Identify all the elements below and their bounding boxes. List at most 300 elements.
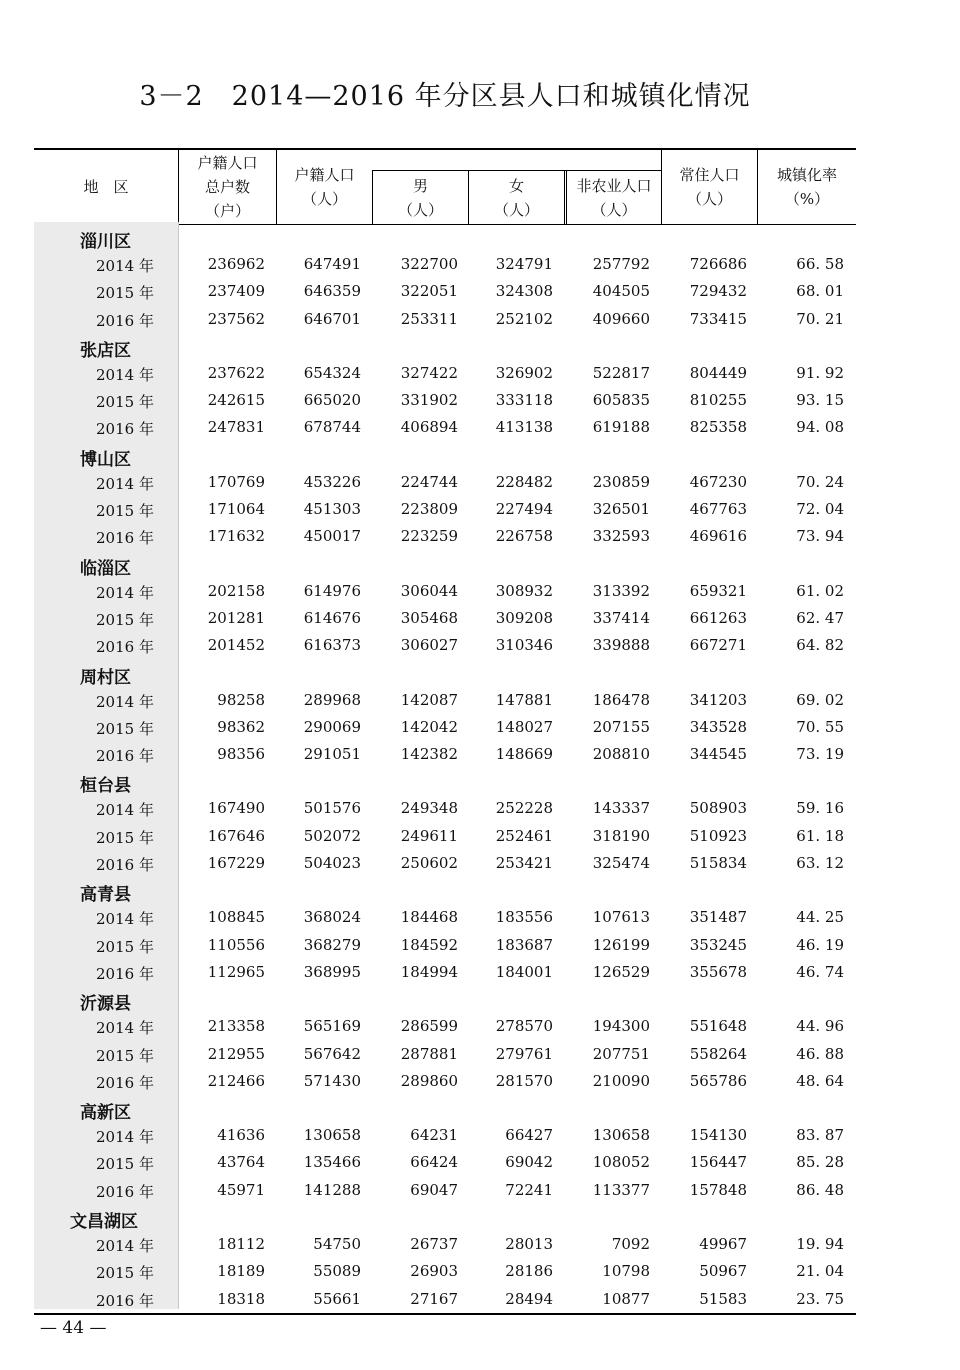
page-number: — 44 — <box>40 1318 107 1338</box>
table-cell: 661263 <box>689 608 747 627</box>
table-cell: 252228 <box>495 799 553 818</box>
header-female-unit: （人） <box>493 200 539 219</box>
table-cell: 26903 <box>410 1262 458 1281</box>
group-row <box>34 1205 856 1232</box>
header-registered <box>277 150 372 224</box>
table-cell: 143337 <box>592 799 650 818</box>
table-cell: 565786 <box>689 1071 747 1090</box>
table-cell: 451303 <box>303 500 361 519</box>
table-cell: 406894 <box>400 418 458 437</box>
table-cell: 249611 <box>400 826 458 845</box>
table-cell: 212466 <box>207 1071 265 1090</box>
table-cell: 85. 28 <box>796 1153 844 1172</box>
table-cell: 41636 <box>217 1126 265 1145</box>
table-cell: 286599 <box>400 1017 458 1036</box>
table-cell: 28186 <box>505 1262 553 1281</box>
header-resident-line1: 常住人口 <box>679 166 740 184</box>
table-cell: 62. 47 <box>796 608 844 627</box>
table-cell: 186478 <box>592 690 650 709</box>
table-cell: 83. 87 <box>796 1126 844 1145</box>
header-male-line1: 男 <box>412 176 428 195</box>
table-row <box>34 1287 856 1314</box>
table-cell: 355678 <box>689 962 747 981</box>
table-cell: 665020 <box>303 391 361 410</box>
table-cell: 351487 <box>689 908 747 927</box>
table-cell: 10877 <box>602 1289 650 1308</box>
year-label: 2015 年 <box>96 610 154 629</box>
table-cell: 565169 <box>303 1017 361 1036</box>
table-cell: 332593 <box>592 527 650 546</box>
region-name: 淄川区 <box>80 232 131 252</box>
table-cell: 247831 <box>207 418 265 437</box>
table-cell: 48. 64 <box>796 1071 844 1090</box>
table-cell: 726686 <box>689 255 747 273</box>
table-cell: 55661 <box>313 1289 361 1308</box>
table-cell: 309208 <box>495 608 553 627</box>
table-cell: 19. 94 <box>796 1235 844 1254</box>
table-cell: 157848 <box>689 1180 747 1199</box>
header-households <box>179 150 276 224</box>
table-cell: 409660 <box>592 309 650 328</box>
header-urban-rate-unit: （%） <box>784 190 830 208</box>
table-cell: 70. 21 <box>796 309 844 328</box>
year-label: 2016 年 <box>96 420 154 439</box>
table-row <box>34 579 856 606</box>
table-cell: 73. 94 <box>796 527 844 546</box>
header-registered-unit: （人） <box>301 190 347 208</box>
header-registered-line1: 户籍人口 <box>294 166 355 184</box>
header-divider <box>661 150 662 224</box>
table-row <box>34 307 856 334</box>
table-cell: 341203 <box>689 690 747 709</box>
table-cell: 654324 <box>303 363 361 382</box>
region-name: 高新区 <box>80 1103 131 1124</box>
table-cell: 324308 <box>495 282 553 301</box>
header-male <box>373 171 468 224</box>
table-cell: 184468 <box>400 908 458 927</box>
table-cell: 135466 <box>303 1153 361 1172</box>
header-region-label: 地 区 <box>83 178 129 196</box>
table-cell: 59. 16 <box>796 799 844 818</box>
table-row <box>34 470 856 497</box>
table-cell: 502072 <box>303 826 361 845</box>
table-cell: 130658 <box>303 1126 361 1145</box>
table-cell: 110556 <box>207 935 265 954</box>
group-row <box>34 443 856 470</box>
table-row <box>34 1014 856 1041</box>
table-cell: 156447 <box>689 1153 747 1172</box>
table-row <box>34 715 856 742</box>
table-row <box>34 1178 856 1205</box>
table-cell: 450017 <box>303 527 361 546</box>
year-label: 2014 年 <box>96 1019 154 1038</box>
table-cell: 69047 <box>410 1180 458 1199</box>
table-cell: 353245 <box>689 935 747 954</box>
year-label: 2016 年 <box>96 1291 154 1310</box>
table-cell: 343528 <box>689 717 747 736</box>
table-cell: 469616 <box>689 527 747 546</box>
header-divider <box>468 171 469 224</box>
table-cell: 331902 <box>400 391 458 410</box>
year-label: 2015 年 <box>96 828 154 847</box>
table-cell: 64. 82 <box>796 636 844 655</box>
table-row <box>34 361 856 388</box>
table-cell: 368995 <box>303 962 361 981</box>
table-cell: 567642 <box>303 1044 361 1063</box>
table-cell: 126529 <box>592 962 650 981</box>
year-label: 2016 年 <box>96 1182 154 1201</box>
table-header <box>34 148 856 225</box>
year-label: 2014 年 <box>96 1237 154 1256</box>
table-cell: 322700 <box>400 255 458 273</box>
table-cell: 208810 <box>592 745 650 764</box>
year-label: 2015 年 <box>96 1046 154 1065</box>
table-cell: 333118 <box>495 391 553 410</box>
table-cell: 289860 <box>400 1071 458 1090</box>
table-cell: 142382 <box>400 745 458 764</box>
region-name: 沂源县 <box>80 994 131 1015</box>
table-cell: 66427 <box>505 1126 553 1145</box>
table-cell: 404505 <box>592 282 650 301</box>
table-cell: 287881 <box>400 1044 458 1063</box>
table-cell: 213358 <box>207 1017 265 1036</box>
table-cell: 646701 <box>303 309 361 328</box>
table-row <box>34 1123 856 1150</box>
table-row <box>34 1232 856 1259</box>
table-cell: 49967 <box>699 1235 747 1254</box>
table-cell: 337414 <box>592 608 650 627</box>
year-label: 2014 年 <box>96 365 154 384</box>
header-nonagri <box>567 171 661 224</box>
table-cell: 290069 <box>303 717 361 736</box>
year-label: 2016 年 <box>96 529 154 548</box>
table-cell: 253311 <box>400 309 458 328</box>
region-name: 临淄区 <box>80 558 131 579</box>
table-cell: 61. 18 <box>796 826 844 845</box>
table-cell: 224744 <box>400 472 458 491</box>
region-name: 高青县 <box>80 885 131 906</box>
table-cell: 93. 15 <box>796 391 844 410</box>
table-cell: 619188 <box>592 418 650 437</box>
table-row <box>34 1042 856 1069</box>
header-divider <box>757 150 758 224</box>
table-title: 3－2 2014—2016 年分区县人口和城镇化情况 <box>139 81 751 112</box>
table-cell: 147881 <box>495 690 553 709</box>
year-label: 2016 年 <box>96 638 154 657</box>
table-cell: 305468 <box>400 608 458 627</box>
table-cell: 413138 <box>495 418 553 437</box>
table-cell: 44. 25 <box>796 908 844 927</box>
group-row <box>34 552 856 579</box>
header-divider <box>372 171 373 224</box>
table-cell: 45971 <box>217 1180 265 1199</box>
table-cell: 68. 01 <box>796 282 844 301</box>
table-cell: 227494 <box>495 500 553 519</box>
table-cell: 18318 <box>217 1289 265 1308</box>
table-cell: 667271 <box>689 636 747 655</box>
table-cell: 130658 <box>592 1126 650 1145</box>
table-cell: 98362 <box>217 717 265 736</box>
table-cell: 729432 <box>689 282 747 301</box>
year-label: 2014 年 <box>96 801 154 820</box>
table-cell: 55089 <box>313 1262 361 1281</box>
table-cell: 94. 08 <box>796 418 844 437</box>
table-cell: 170769 <box>207 472 265 491</box>
table-cell: 291051 <box>303 745 361 764</box>
table-cell: 207155 <box>592 717 650 736</box>
table-cell: 70. 55 <box>796 717 844 736</box>
table-cell: 322051 <box>400 282 458 301</box>
table-cell: 324791 <box>495 255 553 273</box>
region-name: 周村区 <box>80 667 131 688</box>
table-cell: 21. 04 <box>796 1262 844 1281</box>
table-cell: 46. 74 <box>796 962 844 981</box>
table-cell: 51583 <box>699 1289 747 1308</box>
header-urban-rate-line1: 城镇化率 <box>776 166 837 184</box>
header-resident <box>662 150 757 224</box>
table-cell: 171632 <box>207 527 265 546</box>
table-row <box>34 388 856 415</box>
table-row <box>34 524 856 551</box>
table-cell: 126199 <box>592 935 650 954</box>
table-cell: 339888 <box>592 636 650 655</box>
table-row <box>34 905 856 932</box>
table-cell: 210090 <box>592 1071 650 1090</box>
year-label: 2015 年 <box>96 502 154 521</box>
table-cell: 326501 <box>592 500 650 519</box>
table-cell: 236962 <box>207 255 265 273</box>
table-cell: 306027 <box>400 636 458 655</box>
table-cell: 237622 <box>207 363 265 382</box>
region-name: 博山区 <box>80 449 131 470</box>
header-resident-unit: （人） <box>686 190 732 208</box>
table-cell: 825358 <box>689 418 747 437</box>
table-cell: 184592 <box>400 935 458 954</box>
header-region <box>34 150 178 224</box>
group-row <box>34 334 856 361</box>
table-cell: 167229 <box>207 854 265 873</box>
year-label: 2016 年 <box>96 1073 154 1092</box>
year-label: 2014 年 <box>96 692 154 711</box>
table-cell: 504023 <box>303 854 361 873</box>
table-cell: 91. 92 <box>796 363 844 382</box>
table-row <box>34 851 856 878</box>
year-label: 2015 年 <box>96 393 154 412</box>
table-row <box>34 960 856 987</box>
year-label: 2015 年 <box>96 284 154 303</box>
table-cell: 66424 <box>410 1153 458 1172</box>
table-cell: 113377 <box>592 1180 650 1199</box>
table-row <box>34 1150 856 1177</box>
header-female-line1: 女 <box>508 176 524 195</box>
year-label: 2014 年 <box>96 583 154 602</box>
table-cell: 61. 02 <box>796 581 844 600</box>
table-cell: 510923 <box>689 826 747 845</box>
header-divider <box>566 171 567 224</box>
year-label: 2016 年 <box>96 856 154 875</box>
table-cell: 194300 <box>592 1017 650 1036</box>
table-cell: 28013 <box>505 1235 553 1254</box>
table-cell: 63. 12 <box>796 854 844 873</box>
table-cell: 522817 <box>592 363 650 382</box>
header-subgroup-rule <box>372 170 661 171</box>
table-cell: 201281 <box>207 608 265 627</box>
table-cell: 18112 <box>217 1235 265 1254</box>
table-cell: 252102 <box>495 309 553 328</box>
table-cell: 154130 <box>689 1126 747 1145</box>
table-cell: 237562 <box>207 309 265 328</box>
table-row <box>34 606 856 633</box>
table-cell: 183556 <box>495 908 553 927</box>
table-cell: 223809 <box>400 500 458 519</box>
table-cell: 810255 <box>689 391 747 410</box>
table-cell: 28494 <box>505 1289 553 1308</box>
year-label: 2015 年 <box>96 937 154 956</box>
table-cell: 167490 <box>207 799 265 818</box>
table-cell: 279761 <box>495 1044 553 1063</box>
table-cell: 308932 <box>495 581 553 600</box>
table-cell: 571430 <box>303 1071 361 1090</box>
table-cell: 501576 <box>303 799 361 818</box>
table-cell: 310346 <box>495 636 553 655</box>
header-divider <box>564 171 565 224</box>
header-nonagri-line1: 非农业人口 <box>576 176 652 195</box>
table-body <box>34 225 856 1314</box>
table-cell: 66. 58 <box>796 255 844 273</box>
table-row <box>34 933 856 960</box>
table-cell: 289968 <box>303 690 361 709</box>
table-cell: 212955 <box>207 1044 265 1063</box>
header-male-unit: （人） <box>397 200 443 219</box>
table-cell: 46. 19 <box>796 935 844 954</box>
table-cell: 453226 <box>303 472 361 491</box>
table-cell: 614976 <box>303 581 361 600</box>
group-row <box>34 1096 856 1123</box>
year-label: 2014 年 <box>96 910 154 929</box>
table-cell: 148027 <box>495 717 553 736</box>
table-cell: 86. 48 <box>796 1180 844 1199</box>
table-cell: 142042 <box>400 717 458 736</box>
table-cell: 551648 <box>689 1017 747 1036</box>
table-cell: 54750 <box>313 1235 361 1254</box>
table-cell: 202158 <box>207 581 265 600</box>
group-row <box>34 661 856 688</box>
population-table <box>34 148 856 1314</box>
region-name: 张店区 <box>80 340 131 361</box>
table-cell: 237409 <box>207 282 265 301</box>
table-cell: 70. 24 <box>796 472 844 491</box>
table-row <box>34 824 856 851</box>
table-cell: 368279 <box>303 935 361 954</box>
year-label: 2014 年 <box>96 474 154 493</box>
header-households-line1: 户籍人口 <box>197 154 258 172</box>
table-cell: 50967 <box>699 1262 747 1281</box>
table-cell: 184994 <box>400 962 458 981</box>
table-cell: 69. 02 <box>796 690 844 709</box>
table-cell: 659321 <box>689 581 747 600</box>
table-cell: 313392 <box>592 581 650 600</box>
table-bottom-rule <box>34 1313 856 1315</box>
header-households-line2: 总户数 <box>204 178 250 196</box>
table-row <box>34 742 856 769</box>
table-cell: 249348 <box>400 799 458 818</box>
table-cell: 678744 <box>303 418 361 437</box>
table-cell: 43764 <box>217 1153 265 1172</box>
header-divider <box>178 150 179 224</box>
table-cell: 508903 <box>689 799 747 818</box>
table-cell: 171064 <box>207 500 265 519</box>
region-name: 文昌湖区 <box>70 1212 138 1233</box>
table-cell: 7092 <box>611 1235 650 1254</box>
table-cell: 10798 <box>602 1262 650 1281</box>
table-cell: 605835 <box>592 391 650 410</box>
header-female <box>469 171 564 224</box>
table-cell: 804449 <box>689 363 747 382</box>
header-divider <box>276 150 277 224</box>
year-label: 2016 年 <box>96 964 154 983</box>
table-cell: 368024 <box>303 908 361 927</box>
table-cell: 326902 <box>495 363 553 382</box>
table-cell: 242615 <box>207 391 265 410</box>
table-cell: 616373 <box>303 636 361 655</box>
year-label: 2015 年 <box>96 719 154 738</box>
table-cell: 44. 96 <box>796 1017 844 1036</box>
table-cell: 98356 <box>217 745 265 764</box>
table-row <box>34 1069 856 1096</box>
table-cell: 141288 <box>303 1180 361 1199</box>
year-label: 2015 年 <box>96 1264 154 1283</box>
table-cell: 23. 75 <box>796 1289 844 1308</box>
table-cell: 646359 <box>303 282 361 301</box>
table-cell: 73. 19 <box>796 745 844 764</box>
table-cell: 107613 <box>592 908 650 927</box>
year-label: 2016 年 <box>96 747 154 766</box>
table-cell: 148669 <box>495 745 553 764</box>
table-cell: 467230 <box>689 472 747 491</box>
table-row <box>34 279 856 306</box>
table-cell: 257792 <box>592 255 650 273</box>
header-urban-rate <box>758 150 856 224</box>
table-cell: 228482 <box>495 472 553 491</box>
table-row <box>34 1259 856 1286</box>
group-row <box>34 769 856 796</box>
table-cell: 98258 <box>217 690 265 709</box>
table-cell: 252461 <box>495 826 553 845</box>
region-name: 桓台县 <box>80 776 131 797</box>
table-cell: 467763 <box>689 500 747 519</box>
group-row <box>34 987 856 1014</box>
table-cell: 250602 <box>400 854 458 873</box>
table-cell: 558264 <box>689 1044 747 1063</box>
table-cell: 647491 <box>303 255 361 273</box>
table-cell: 306044 <box>400 581 458 600</box>
table-row <box>34 688 856 715</box>
table-cell: 108845 <box>207 908 265 927</box>
table-cell: 226758 <box>495 527 553 546</box>
table-cell: 108052 <box>592 1153 650 1172</box>
table-cell: 318190 <box>592 826 650 845</box>
table-cell: 614676 <box>303 608 361 627</box>
table-cell: 64231 <box>410 1126 458 1145</box>
table-cell: 184001 <box>495 962 553 981</box>
table-row <box>34 415 856 442</box>
table-cell: 344545 <box>689 745 747 764</box>
header-nonagri-unit: （人） <box>591 200 637 219</box>
table-cell: 281570 <box>495 1071 553 1090</box>
table-cell: 515834 <box>689 854 747 873</box>
table-cell: 46. 88 <box>796 1044 844 1063</box>
table-cell: 183687 <box>495 935 553 954</box>
